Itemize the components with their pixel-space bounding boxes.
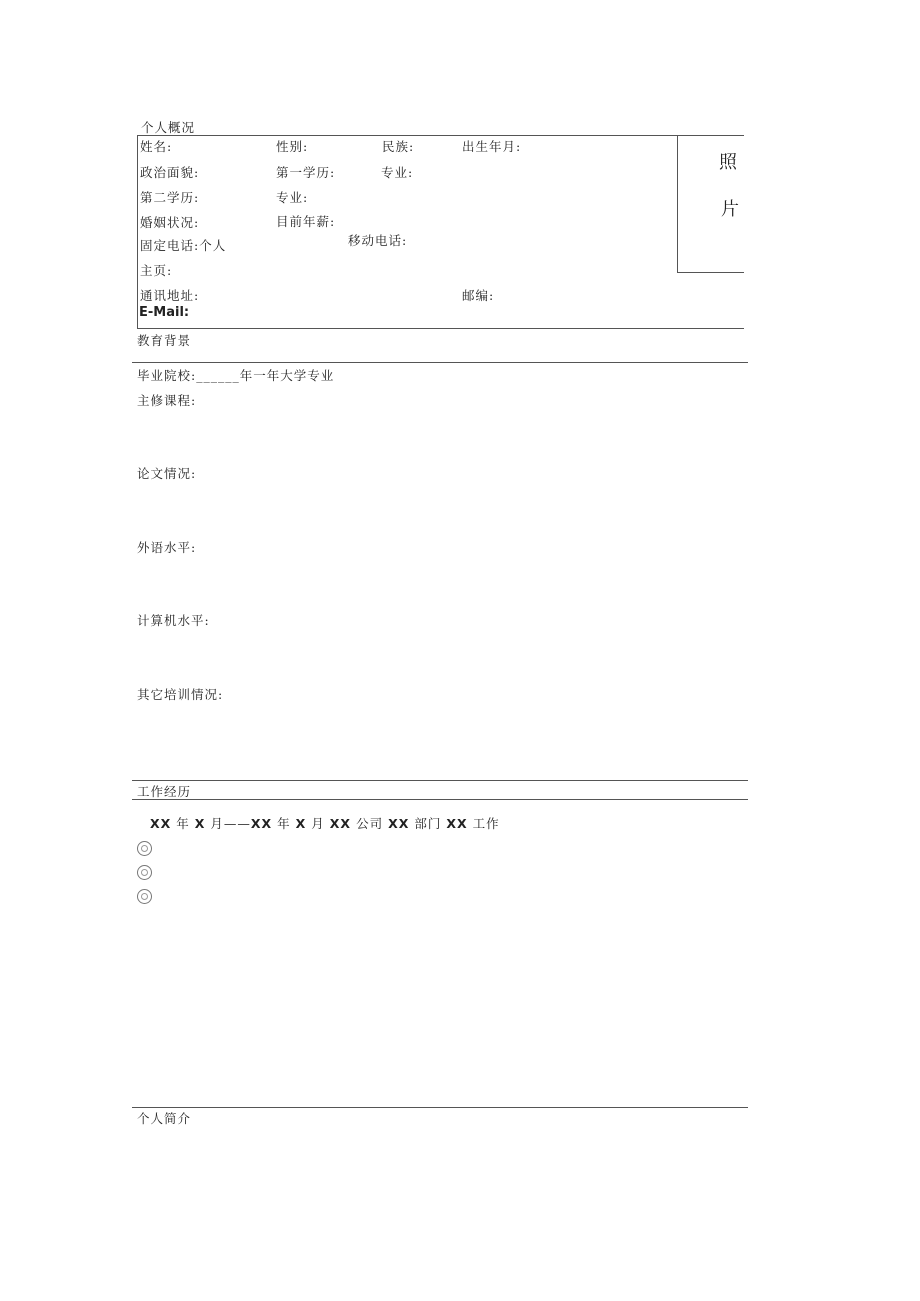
homepage-label: 主页: <box>140 263 173 278</box>
table-top-border <box>137 135 744 136</box>
text-month: 月 <box>311 816 325 831</box>
intro-divider <box>132 1107 748 1108</box>
phone-label: 固定电话:个人 <box>140 238 227 253</box>
text-company: 公司 <box>356 816 384 831</box>
work-entry <box>150 814 500 832</box>
name-label: 姓名: <box>140 139 173 154</box>
politics-label: 政治面貌: <box>140 165 200 180</box>
photo-label-1: 照 <box>719 152 737 173</box>
photo-box-left-border <box>677 135 678 272</box>
school-value: 年一年大学专业 <box>239 368 335 383</box>
text-department: 部门 <box>414 816 442 831</box>
major2-label: 专业: <box>276 190 309 205</box>
bullet-icon <box>137 865 152 880</box>
work-company: XX <box>329 816 352 831</box>
birth-label: 出生年月: <box>462 139 522 154</box>
second-degree-label: 第二学历: <box>140 190 200 205</box>
work-end-year: XX <box>250 816 273 831</box>
work-start-year: XX <box>150 816 172 831</box>
first-degree-label: 第一学历: <box>276 165 336 180</box>
photo-box-bottom-border <box>677 272 744 273</box>
training-label: 其它培训情况: <box>137 687 224 702</box>
school-label: 毕业院校: <box>137 368 197 383</box>
table-bottom-border <box>137 328 744 329</box>
bullet-icon <box>137 841 152 856</box>
school-blank: ______ <box>196 368 240 383</box>
bullet-icon <box>137 889 152 904</box>
computer-label: 计算机水平: <box>137 613 210 628</box>
section-heading-education: 教育背景 <box>137 333 192 348</box>
major1-label: 专业: <box>381 165 414 180</box>
section-heading-profile: 个人概况 <box>141 120 196 135</box>
courses-label: 主修课程: <box>137 393 197 408</box>
work-start-month: X <box>194 816 206 831</box>
education-divider <box>132 362 748 363</box>
work-top-divider <box>132 780 748 781</box>
marital-label: 婚姻状况: <box>140 215 200 230</box>
text-month-dash: 月—— <box>210 816 251 831</box>
address-label: 通讯地址: <box>140 288 200 303</box>
table-left-border <box>137 135 138 328</box>
text-year: 年 <box>277 816 291 831</box>
gender-label: 性别: <box>276 139 309 154</box>
salary-label: 目前年薪: <box>276 214 336 229</box>
text-year: 年 <box>176 816 190 831</box>
mobile-label: 移动电话: <box>348 233 408 248</box>
photo-label-2: 片 <box>721 199 739 220</box>
section-heading-work: 工作经历 <box>137 784 192 799</box>
work-bottom-divider <box>132 799 748 800</box>
section-heading-intro: 个人简介 <box>137 1111 192 1126</box>
work-dept: XX <box>388 816 410 831</box>
email-label: E-Mail: <box>139 305 190 320</box>
ethnicity-label: 民族: <box>382 139 415 154</box>
work-end-month: X <box>295 816 307 831</box>
language-label: 外语水平: <box>137 540 197 555</box>
text-work: 工作 <box>472 816 500 831</box>
thesis-label: 论文情况: <box>137 466 197 481</box>
work-job: XX <box>446 816 468 831</box>
postcode-label: 邮编: <box>462 288 495 303</box>
school-row <box>137 366 334 384</box>
